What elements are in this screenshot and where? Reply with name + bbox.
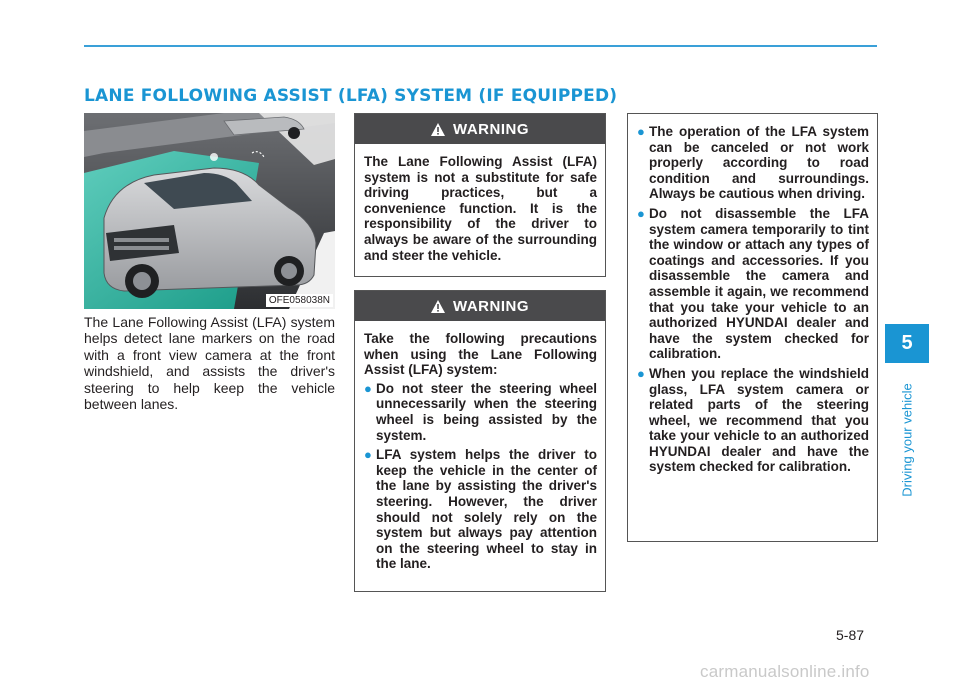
bullet-icon: ● (637, 124, 645, 139)
warning-box-2 (354, 290, 606, 592)
warning-label: WARNING (453, 297, 529, 315)
list-item: ● When you replace the windshield glass, LFA system camera or related parts of the steering wheel, we recommend that you take your vehicle to an authorized HYUNDAI dealer and have the system checked for calibration. (637, 365, 869, 475)
warning-box-1 (354, 113, 606, 277)
list-item: ● The operation of the LFA system can be canceled or not work properly according to road condition and surroundings. Always be cautious when driving. (637, 124, 869, 202)
bullet-icon: ● (637, 205, 645, 221)
header-rule (84, 45, 877, 47)
list-item: ● LFA system helps the driver to keep the vehicle in the center of the lane by assisting the driver's steering. However, the driver should not solely rely on the system but always pay attention on the steering wheel to stay in the lane. (364, 447, 597, 572)
intro-paragraph: The Lane Following Assist (LFA) system helps detect lane markers on the road with a front view camera at the front windshield, and assists the driver's steering to help keep the vehicle between lanes. (84, 314, 335, 413)
caution-bullet-list (628, 114, 877, 475)
page-number: 5-87 (836, 627, 865, 643)
bullet-icon: ● (364, 447, 372, 463)
watermark: carmanualsonline.info (700, 662, 870, 681)
warning-text: The Lane Following Assist (LFA) system is not a substitute for safe driving practices, but a convenience function. It is the responsibility of the driver to always be aware of the surrounding and steer the vehicle. (364, 154, 597, 263)
warning-triangle-icon (431, 123, 445, 136)
section-title: LANE FOLLOWING ASSIST (LFA) SYSTEM (IF EQUIPPED) (84, 86, 618, 106)
figure-code: OFE058038N (266, 294, 333, 307)
bullet-icon: ● (364, 380, 372, 396)
car-lane-illustration (84, 113, 335, 309)
bullet-icon: ● (637, 365, 645, 381)
chapter-tab: 5 (885, 324, 929, 363)
lfa-illustration (84, 113, 335, 309)
list-item: ● Do not disassemble the LFA system camera temporarily to tint the window or attach any types of coatings and accessories. If you disassemble the camera and assemble it again, we recommend that you take your vehicle to an authorized HYUNDAI dealer and have the system checked for calibration. (637, 205, 869, 362)
warning-header (355, 291, 605, 321)
warning-intro: Take the following precautions when using the Lane Following Assist (LFA) system: (364, 331, 597, 378)
warning-triangle-icon (431, 300, 445, 313)
warning-label: WARNING (453, 120, 529, 138)
warning-header (355, 114, 605, 144)
list-item: ● Do not steer the steering wheel unnecessarily when the steering wheel is being assisted by the system. (364, 380, 597, 443)
warning-bullet-list (364, 381, 597, 572)
caution-box (627, 113, 878, 542)
chapter-label: Driving your vehicle (899, 383, 915, 497)
